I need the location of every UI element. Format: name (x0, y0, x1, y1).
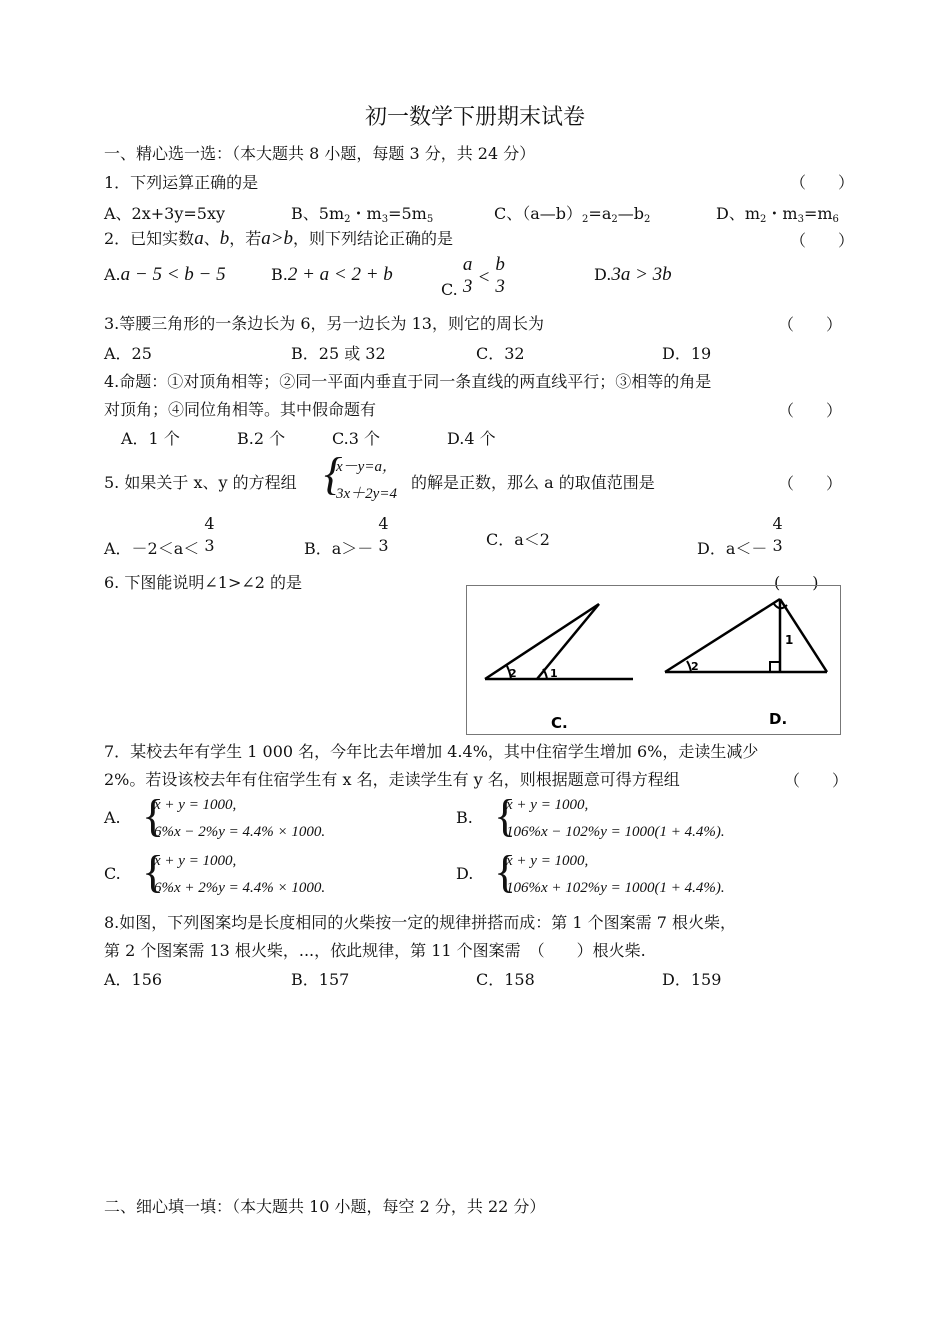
q5-answer-paren: （ ） (778, 474, 843, 493)
q3-option-a: A．25 (104, 344, 152, 363)
q8-option-b: B．157 (291, 970, 350, 989)
q2-option-c: C. a 3 < b 3 (441, 254, 505, 299)
q7-answer-paren: （ ） (784, 771, 849, 790)
q8-option-a: A．156 (104, 970, 163, 989)
q7-line1: 7．某校去年有学生 1 000 名，今年比去年增加 4.4%，其中住宿学生增加 6%，走读生减少 (104, 742, 759, 761)
q1-stem: 1．下列运算正确的是 (104, 173, 259, 192)
q2-answer-paren: （ ） (790, 231, 855, 250)
q5-stem-pre: 5. 如果关于 x、y 的方程组 (104, 473, 297, 492)
q4-line1: 4.命题：①对顶角相等；②同一平面内垂直于同一条直线的两直线平行；③相等的角是 (104, 372, 712, 391)
q2-option-b: B.2 + a < 2 + b (271, 264, 393, 285)
figure-c-angle2-label: 2 (509, 667, 517, 680)
q6-figure (467, 586, 840, 734)
q6-stem: 6. 下图能说明∠1>∠2 的是 (104, 573, 303, 592)
section2-header: 二、细心填一填：（本大题共 10 小题，每空 2 分，共 22 分） (104, 1197, 546, 1216)
q3-stem: 3.等腰三角形的一条边长为 6，另一边长为 13，则它的周长为 (104, 314, 544, 333)
figure-c-triangle (485, 604, 633, 679)
q1-option-d: D、m2・m3=m6 (716, 204, 839, 225)
q7-option-d-system: { x + y = 1000, 106%x + 102%y = 1000(1 + 4.4%). (494, 846, 725, 897)
figure-c-label: C. (551, 714, 568, 732)
q3-option-b: B．25 或 32 (291, 344, 386, 363)
q6-figure-box (466, 585, 841, 735)
q3-option-c: C．32 (476, 344, 525, 363)
q5-option-c: C．a＜2 (486, 530, 550, 549)
q6-answer-paren: ( ) (774, 573, 819, 592)
q7-option-a-label: A. (104, 808, 121, 827)
q8-option-d: D．159 (662, 970, 722, 989)
q5-option-b: B．a＞－ 4 3 (304, 514, 389, 558)
q3-answer-paren: （ ） (778, 315, 843, 334)
q4-option-d: D.4 个 (447, 429, 496, 448)
q7-option-c-system: { x + y = 1000, 6%x + 2%y = 4.4% × 1000. (142, 846, 326, 897)
figure-d-triangle (665, 599, 827, 672)
q4-option-c: C.3 个 (332, 429, 381, 448)
q2-stem: 2．已知实数a、b，若a>b，则下列结论正确的是 (104, 228, 454, 249)
q7-option-b-system: { x + y = 1000, 106%x − 102%y = 1000(1 + 4.4%). (494, 790, 725, 841)
q2-option-a: A.a − 5 < b − 5 (104, 264, 226, 285)
q2-option-d: D.3a > 3b (594, 264, 672, 285)
q7-option-a-system: { x + y = 1000, 6%x − 2%y = 4.4% × 1000. (142, 790, 326, 841)
q8-option-c: C．158 (476, 970, 535, 989)
q5-option-a: A．－2＜a＜ 4 3 (104, 514, 215, 558)
figure-d-label: D. (769, 710, 788, 728)
q4-line2: 对顶角；④同位角相等。其中假命题有 (104, 400, 377, 419)
q5-option-d: D．a＜－ 4 3 (697, 514, 783, 558)
q4-option-a: A．1 个 (121, 429, 180, 448)
figure-d-angle2-label: 2 (691, 660, 699, 673)
q7-option-d-label: D. (456, 864, 474, 883)
section1-header: 一、精心选一选：（本大题共 8 小题，每题 3 分，共 24 分） (104, 144, 536, 163)
q8-line1: 8.如图，下列图案均是长度相同的火柴按一定的规律拼搭而成：第 1 个图案需 7 根火柴， (104, 913, 736, 932)
page-title: 初一数学下册期末试卷 (364, 105, 585, 130)
q3-option-d: D．19 (662, 344, 712, 363)
figure-d-angle1-label: 1 (785, 633, 794, 647)
q4-answer-paren: （ ） (778, 401, 843, 420)
q5-equation-system: { x－y=a， 3x＋2y=4 (324, 448, 397, 502)
q5-stem-post: 的解是正数，那么 a 的取值范围是 (411, 473, 655, 492)
q7-line2: 2%。若设该校去年有住宿学生有 x 名，走读学生有 y 名，则根据题意可得方程组 (104, 770, 680, 789)
figure-c-angle1-label: 1 (550, 667, 558, 680)
q4-option-b: B.2 个 (237, 429, 286, 448)
q1-answer-paren: （ ） (790, 173, 855, 192)
q1-option-c: C、（a—b）2=a2—b2 (494, 204, 651, 225)
q7-option-c-label: C. (104, 864, 121, 883)
q1-option-a: A、2x+3y=5xy (104, 204, 226, 223)
q1-option-b: B、5m2・m3=5m5 (291, 204, 434, 225)
q7-option-b-label: B. (456, 808, 473, 827)
q8-line2: 第 2 个图案需 13 根火柴，...，依此规律，第 11 个图案需 （ ）根火柴. (104, 941, 646, 960)
